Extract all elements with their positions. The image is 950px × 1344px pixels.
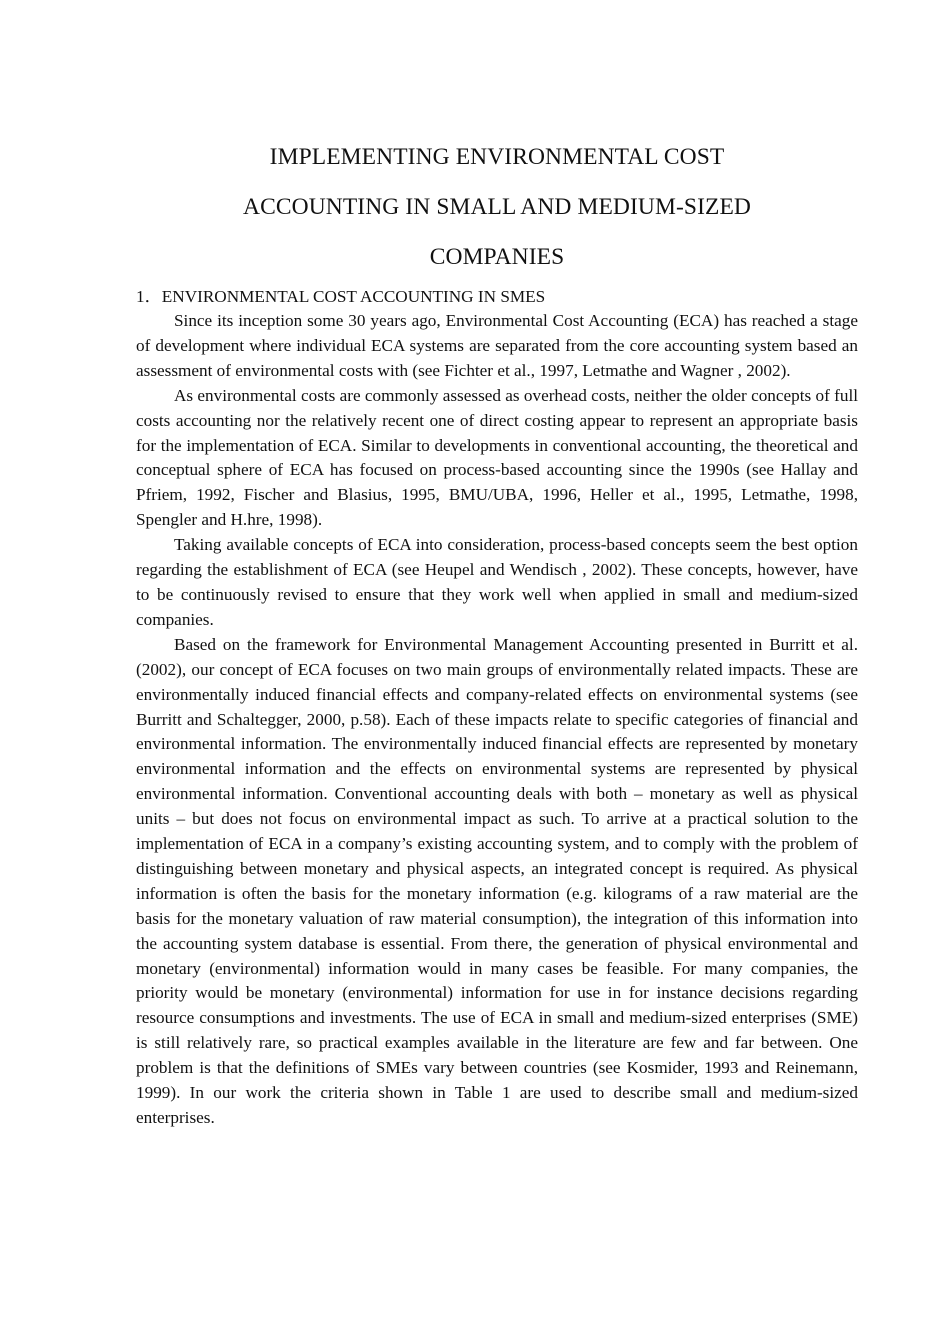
document-page (136, 132, 858, 1131)
paragraph-2: As environmental costs are commonly assessed as overhead costs, neither the older concepts of full costs accounting nor the relatively recent one of direct costing appear to represent an appropriate basis for the implementation of ECA. Similar to developments in conventional accounting, the theoretical and conceptual sphere of ECA has focused on process-based accounting since the 1990s (see Hallay and Pfriem, 1992, Fischer and Blasius, 1995, BMU/UBA, 1996, Heller et al., 1995, Letmathe, 1998, Spengler and H.hre, 1998). (136, 385, 858, 530)
section-heading: 1．ENVIRONMENTAL COST ACCOUNTING IN SMES (136, 287, 546, 306)
paragraph-3: Taking available concepts of ECA into consideration, process-based concepts seem the best option regarding the establishment of ECA (see Heupel and Wendisch , 2002). These concepts, however, have to be continuously revised to ensure that they work well when applied in small and medium-sized companies. (136, 535, 858, 629)
document-title (136, 132, 858, 282)
title-line-3: COMPANIES (429, 244, 565, 270)
title-line-2: ACCOUNTING IN SMALL AND MEDIUM-SIZED (243, 194, 751, 220)
paragraph-4: Based on the framework for Environmental Management Accounting presented in Burritt et al. (2002), our concept of ECA focuses on two main groups of environmentally related impacts. These are environmentally induced financial effects and company-related effects on environmental systems (see Burritt and Schaltegger, 2000, p.58). Each of these impacts relate to specific categories of financial and environmental information. The environmentally induced financial effects are represented by monetary environmental information and the effects on environmental systems are represented by physical environmental information. Conventional accounting deals with both – monetary as well as physical units – but does not focus on environmental impact as such. To arrive at a practical solution to the implementation of ECA in a company’s existing accounting system, and to comply with the problem of distinguishing between monetary and physical aspects, an integrated concept is required. As physical information is often the basis for the monetary information (e.g. kilograms of a raw material are the basis for the monetary valuation of raw material consumption), the integration of this information into the accounting system database is essential. From there, the generation of physical environmental and monetary (environmental) information would in many cases be feasible. For many companies, the priority would be monetary (environmental) information for use in for instance decisions regarding resource consumptions and investments. The use of ECA in small and medium-sized enterprises (SME) is still relatively rare, so practical examples available in the literature are few and far between. One problem is that the definitions of SMEs vary between countries (see Kosmider, 1993 and Reinemann, 1999). In our work the criteria shown in Table 1 are used to describe small and medium-sized enterprises. (136, 634, 858, 1127)
title-line-1: IMPLEMENTING ENVIRONMENTAL COST (269, 144, 725, 170)
paragraph-1: Since its inception some 30 years ago, Environmental Cost Accounting (ECA) has reached a stage of development where individual ECA systems are separated from the core accounting system based an assessment of environmental costs with (see Fichter et al., 1997, Letmathe and Wagner , 2002). (136, 311, 858, 380)
